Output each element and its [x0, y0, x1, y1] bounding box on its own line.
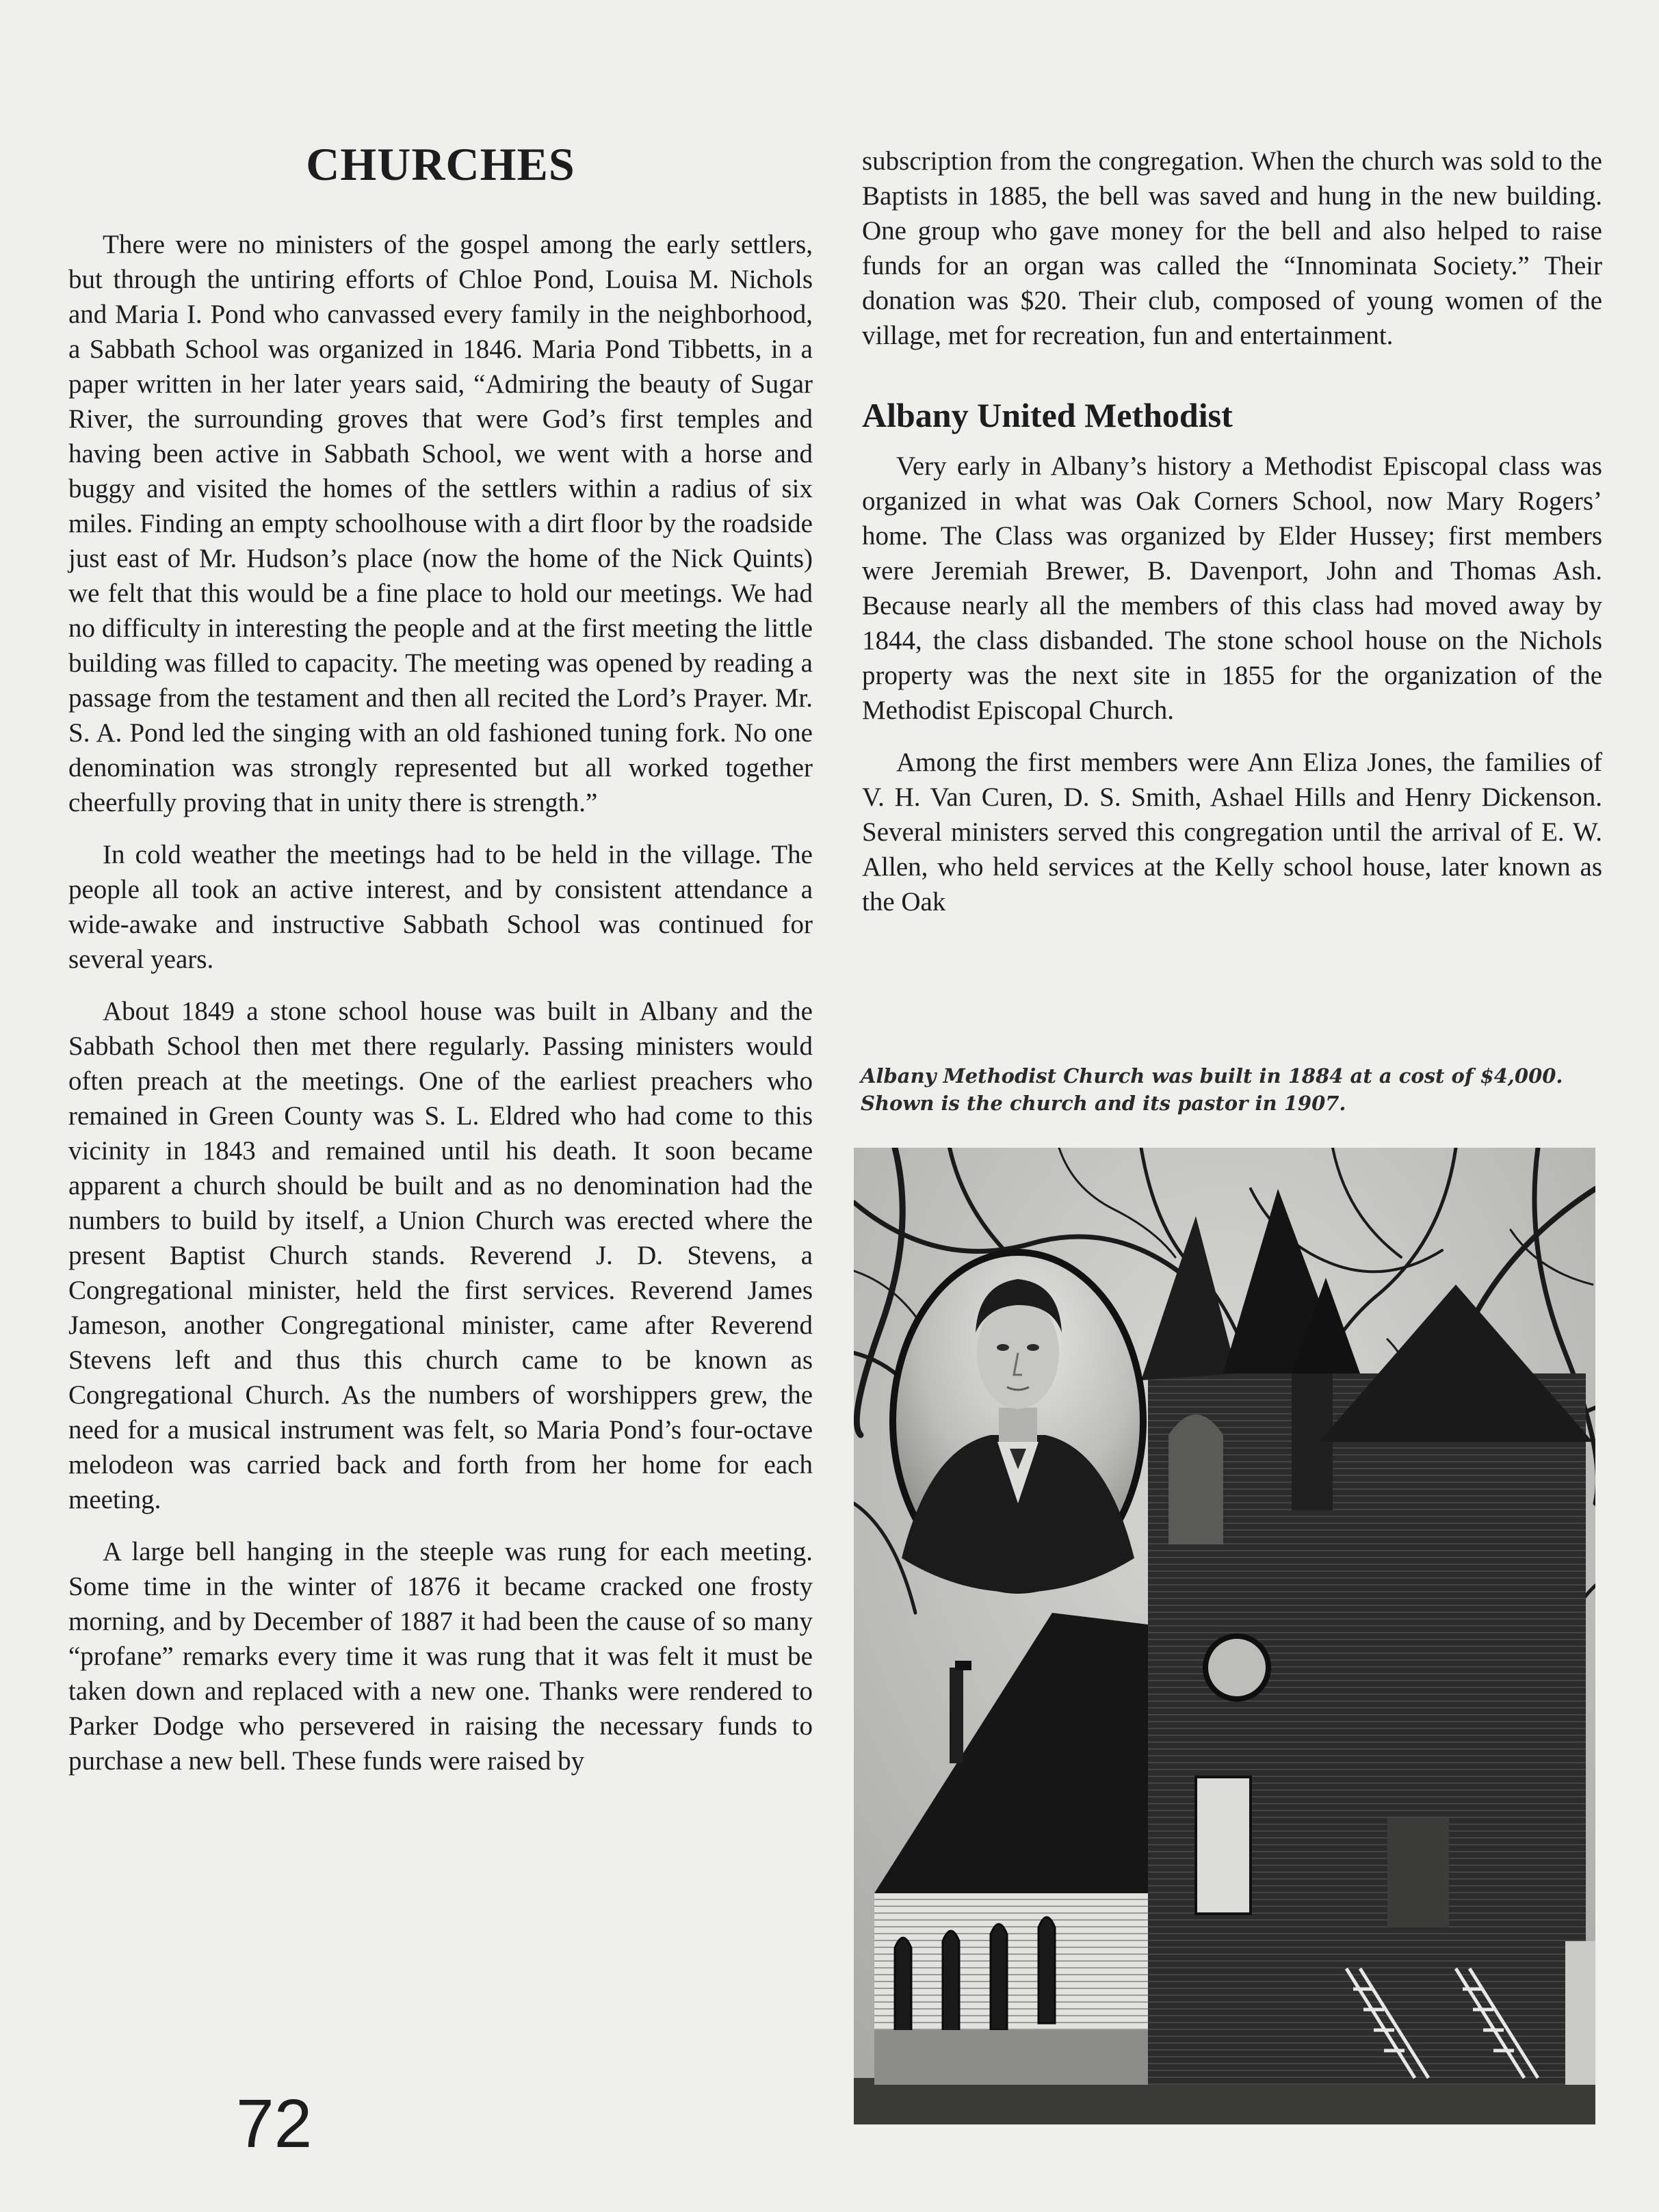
pastor-portrait [889, 1249, 1147, 1594]
body-paragraph: About 1849 a stone school house was built in Albany and the Sabbath School then met there regularly. Passing ministers would often preach at the meetings. One of the earliest preachers who remained in Green County was S. L. Eldred who had come to this vicinity in 1843 and remained until his death. It soon became apparent a church should be built and as no denomination had the numbers to build by itself, a Union Church was erected where the present Baptist Church stands. Reverend J. D. Stevens, a Congregational minister, held the first services. Reverend James Jameson, another Congregational minister, came after Reverend Stevens left and thus this church came to be known as Congregational Church. As the numbers of worshippers grew, the need for a musical instrument was felt, so Maria Pond’s four-octave melodeon was carried back and forth from her home for each meeting. [68, 997, 813, 1514]
section-heading: Albany United Methodist [862, 396, 1233, 434]
right-column [862, 144, 1602, 936]
church-photo [854, 1148, 1595, 2124]
body-paragraph: In cold weather the meetings had to be held in the village. The people all took an active interest, and by consistent attendance a wide-awake and instructive Sabbath School was continued for several years. [68, 840, 813, 974]
left-column [68, 137, 813, 1795]
page-number: 72 [236, 2085, 313, 2162]
continued-paragraph: subscription from the congregation. When the church was sold to the Baptists in 1885, the bell was saved and hung in the new building. One group who gave money for the bell and also helped to raise funds for an organ was called the “Innominata Society.” Their donation was $20. Their club, composed of young women of the village, met for recreation, fun and entertainment. [862, 146, 1602, 350]
caption-line: Albany Methodist Church was built in 1884 at a cost of $4,000. [861, 1064, 1563, 1088]
caption-line: Shown is the church and its pastor in 1907. [861, 1092, 1346, 1115]
body-paragraph: Very early in Albany’s history a Methodist Episcopal class was organized in what was Oak Corners School, now Mary Rogers’ home. The Class was organized by Elder Hussey; first members were Jeremiah Brewer, B. Davenport, John and Thomas Ash. Because nearly all the members of this class had moved away by 1844, the class disbanded. The stone school house on the Nichols property was the next site in 1855 for the organization of the Methodist Episcopal Church. [862, 451, 1602, 725]
photo-caption [861, 1062, 1606, 1117]
page-title: CHURCHES [306, 138, 575, 190]
body-paragraph: Among the first members were Ann Eliza Jones, the families of V. H. Van Curen, D. S. Smith, Ashael Hills and Henry Dickenson. Several ministers served this congregation until the arrival of E. W. Allen, who held services at the Kelly school house, later known as the Oak [862, 748, 1602, 917]
body-paragraph: There were no ministers of the gospel among the early settlers, but through the untiring efforts of Chloe Pond, Louisa M. Nichols and Maria I. Pond who canvassed every family in the neighborhood, a Sabbath School was organized in 1846. Maria Pond Tibbetts, in a paper written in her later years said, “Admiring the beauty of Sugar River, the surrounding groves that were God’s first temples and having been active in Sabbath School, we went with a horse and buggy and visited the homes of the settlers within a radius of six miles. Finding an empty schoolhouse with a dirt floor by the roadside just east of Mr. Hudson’s place (now the home of the Nick Quints) we felt that this would be a fine place to hold our meetings. We had no difficulty in interesting the people and at the first meeting the little building was filled to capacity. The meeting was opened by reading a passage from the testament and then all recited the Lord’s Prayer. Mr. S. A. Pond led the singing with an old fashioned tuning fork. No one denomination was strongly represented but all worked together cheerfully proving that in unity there is strength.” [68, 230, 813, 817]
body-paragraph: A large bell hanging in the steeple was rung for each meeting. Some time in the winter of 1876 it became cracked one frosty morning, and by December of 1887 it had been the cause of so many “profane” remarks every time it was rung that it was felt it must be taken down and replaced with a new one. Thanks were rendered to Parker Dodge who persevered in raising the necessary funds to purchase a new bell. These funds were raised by [68, 1537, 813, 1776]
